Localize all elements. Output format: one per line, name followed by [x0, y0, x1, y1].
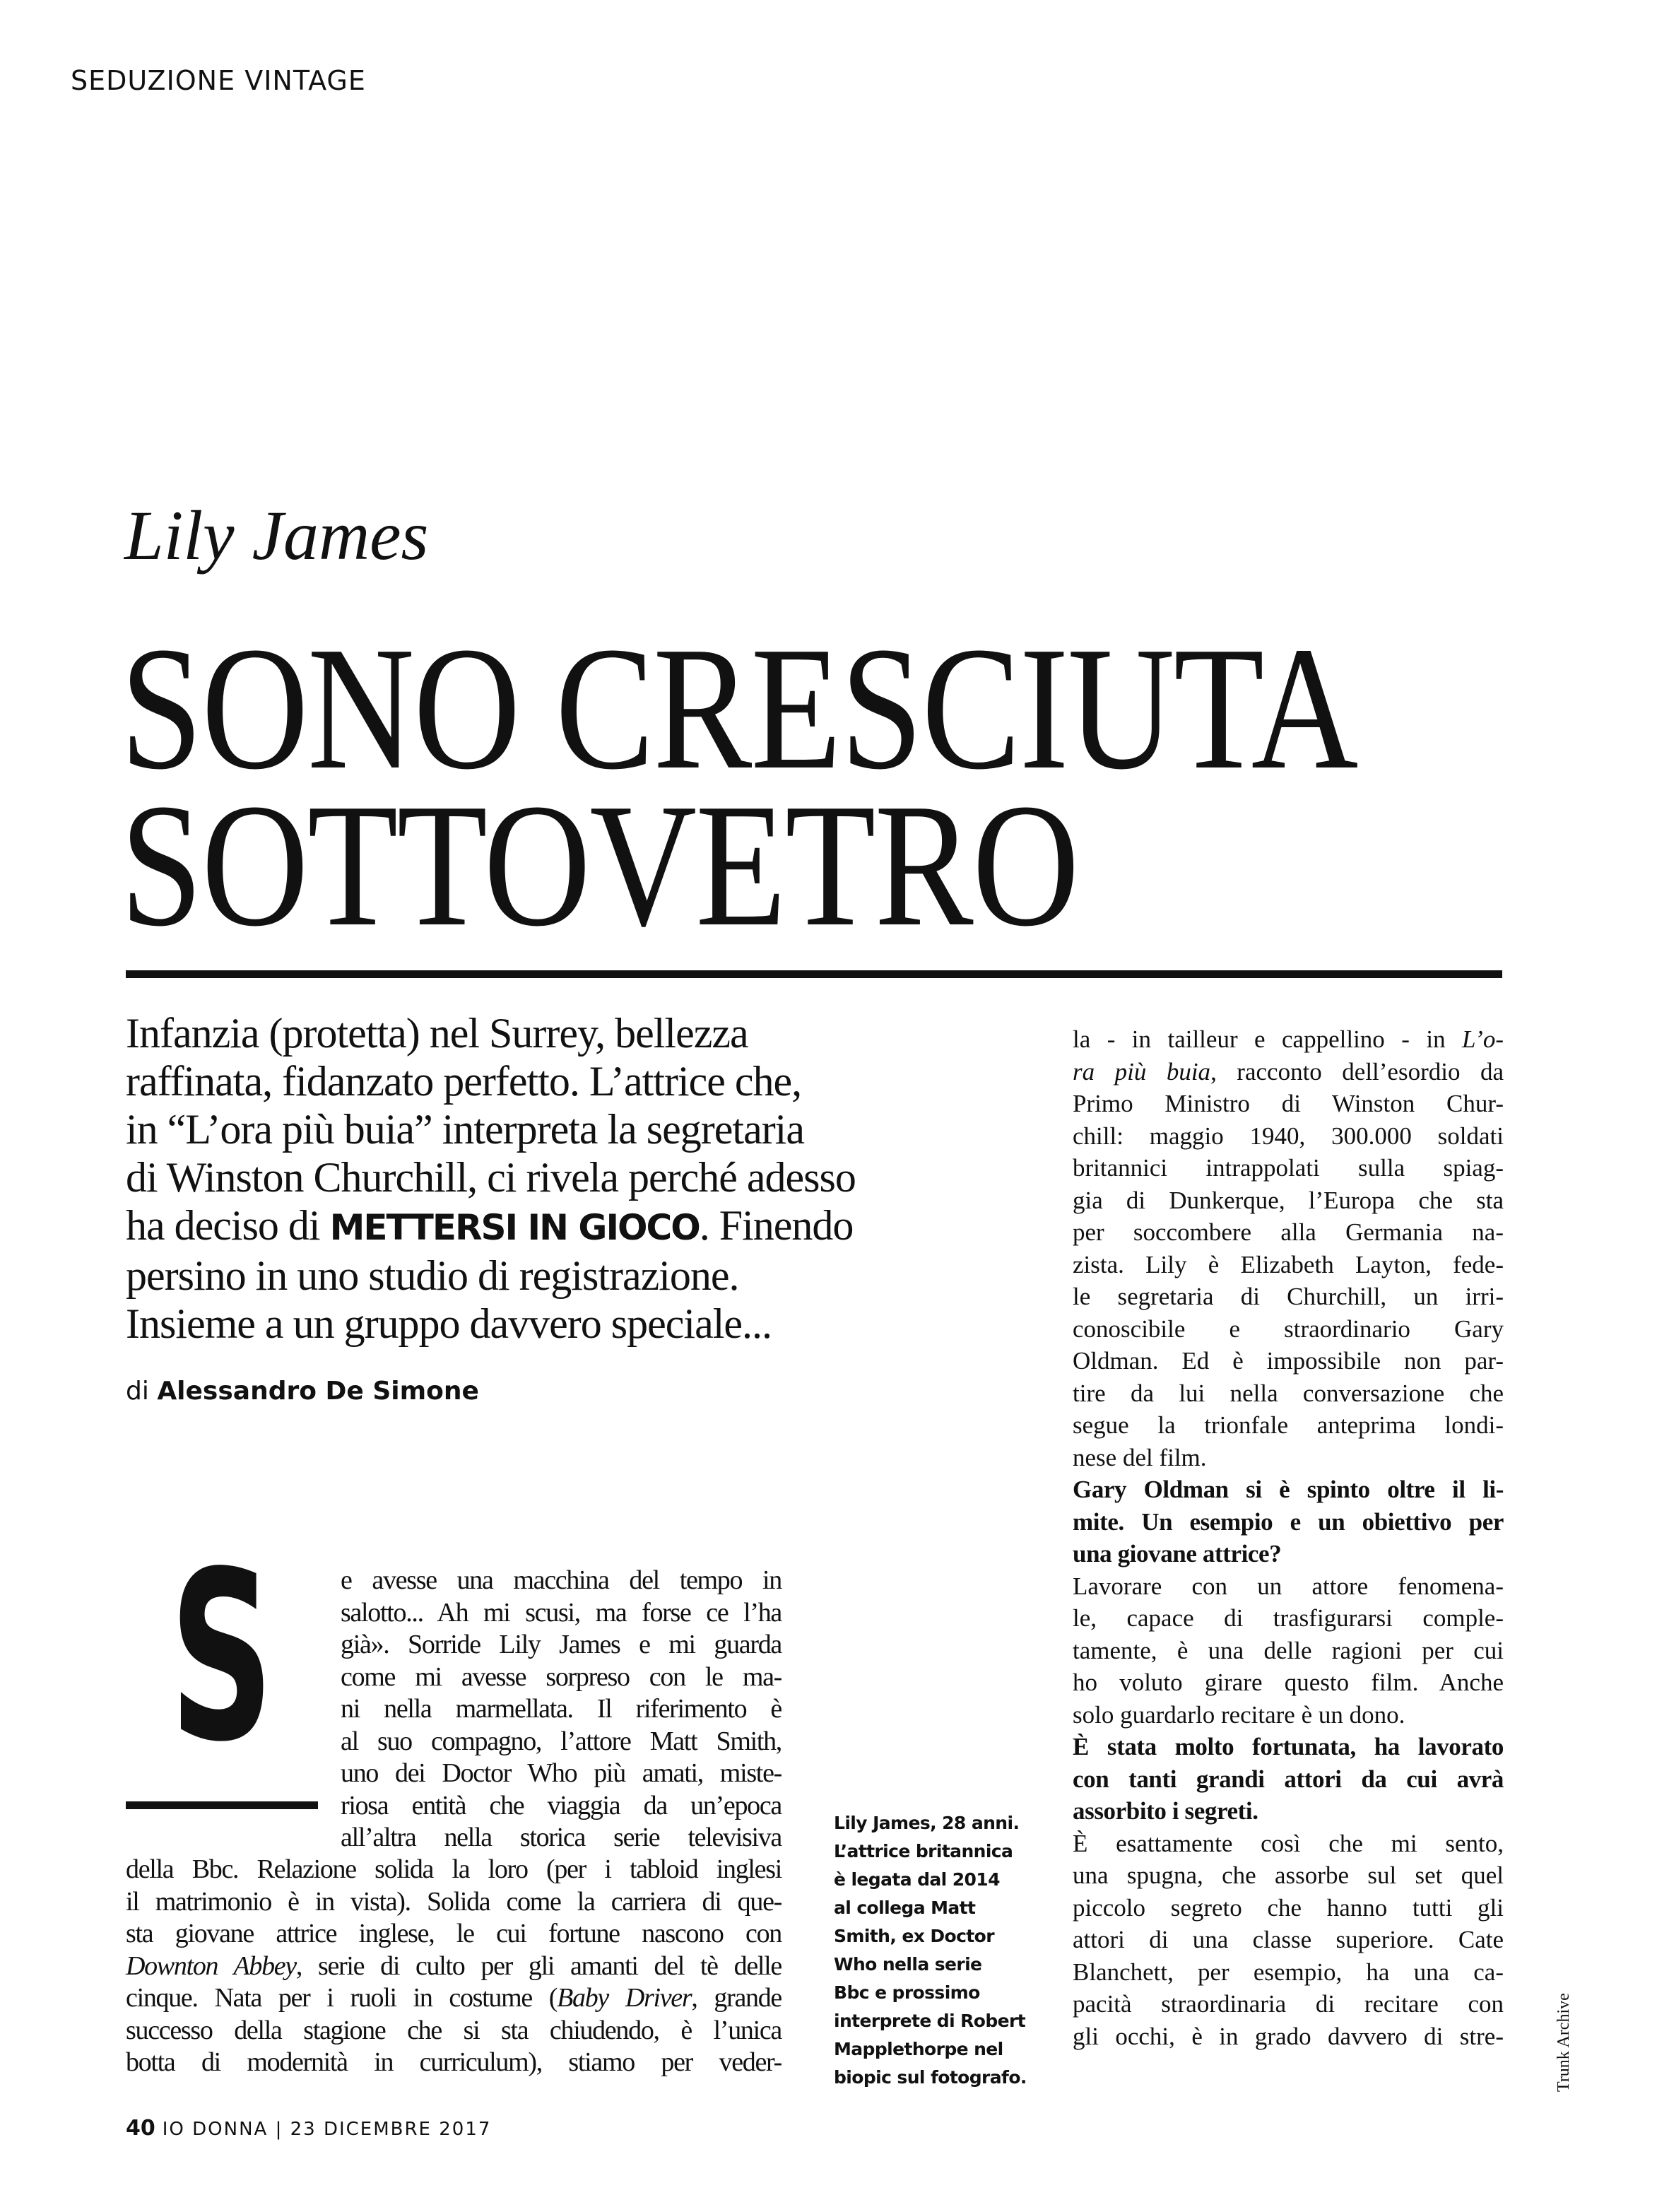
text-segment: nese del film. [1073, 1443, 1207, 1471]
text-line [1073, 1988, 1504, 2020]
text-segment: la - in tailleur e cappellino - in [1073, 1025, 1463, 1053]
kicker-name: Lily James [124, 496, 429, 575]
text-line [341, 1661, 782, 1694]
text-line [1073, 1570, 1504, 1603]
text-segment: È esattamente così che mi sento, [1073, 1829, 1504, 1857]
text-line [126, 1300, 1030, 1348]
text-line [126, 1252, 1030, 1300]
text-line [1073, 1313, 1504, 1346]
text-line [126, 2047, 782, 2079]
text-segment: il matrimonio è in vista). Solida come la carriera di que- [126, 1886, 782, 1917]
text-segment: pacità straordinaria di recitare con [1073, 1990, 1504, 2018]
text-line [1073, 1345, 1504, 1377]
text-segment: le, capace di trasfigurarsi comple- [1073, 1604, 1504, 1632]
interview-paragraph [1073, 1828, 1504, 2053]
text-line [1073, 1056, 1504, 1088]
caption-line: L’attrice britannica [834, 1841, 1013, 1861]
text-segment: . Finendo [699, 1202, 854, 1249]
text-segment: di Winston Churchill, ci rivela perché adesso [126, 1154, 856, 1201]
caption-line: Who nella serie [834, 1954, 982, 1975]
body-right [1073, 1023, 1504, 2052]
byline-prefix: di [126, 1377, 149, 1406]
text-segment: botta di modernità in curriculum), stiamo per veder- [126, 2047, 782, 2077]
section-label: SEDUZIONE VINTAGE [71, 65, 366, 96]
text-segment: sta giovane attrice inglese, le cui fortune nascono con [126, 1919, 782, 1948]
text-line [1073, 1602, 1504, 1635]
text-segment: riosa entità che viaggia da un’epoca [341, 1790, 782, 1820]
text-segment: segue la trionfale anteprima londi- [1073, 1411, 1504, 1439]
text-line [341, 1565, 782, 1597]
photo-credit: Trunk Archive [1555, 1993, 1573, 2092]
text-segment: mite. Un esempio e un obiettivo per [1073, 1507, 1504, 1536]
text-line [1073, 1538, 1504, 1570]
text-segment: successo della stagione che si sta chiudendo, è l’unica [126, 2015, 782, 2045]
text-segment: gia di Dunkerque, l’Europa che sta [1073, 1186, 1504, 1214]
byline [126, 1377, 479, 1406]
text-line [1073, 1731, 1504, 1763]
text-line [126, 1982, 782, 2015]
text-segment: assorbito i segreti. [1073, 1797, 1258, 1825]
interview-question [1073, 1731, 1504, 1828]
text-segment: in “L’ora più buia” interpreta la segretaria [126, 1106, 804, 1153]
standfirst [126, 1009, 1030, 1348]
text-segment: già». Sorride Lily James e mi guarda [341, 1630, 782, 1659]
text-line [1073, 1666, 1504, 1699]
text-segment: le segretaria di Churchill, un irri- [1073, 1283, 1504, 1310]
text-segment: ni nella marmellata. Il riferimento è [341, 1694, 782, 1724]
photo-caption [834, 1809, 1046, 2092]
text-line [1073, 1281, 1504, 1313]
text-line [126, 1918, 782, 1951]
headline-rule [126, 970, 1502, 978]
caption-line: Bbc e prossimo [834, 1982, 980, 2003]
drop-cap: S [170, 1522, 274, 1793]
text-line [126, 2015, 782, 2047]
text-segment: una giovane attrice? [1073, 1540, 1282, 1567]
text-line [1073, 1442, 1504, 1474]
text-line [1073, 1249, 1504, 1281]
text-segment: salotto... Ah mi scusi, ma forse ce l’ha [341, 1597, 782, 1628]
text-segment: , serie di culto per gli amanti del tè delle [295, 1951, 782, 1981]
italic-title: L’o- [1462, 1025, 1504, 1053]
text-line [341, 1597, 782, 1630]
text-line [1073, 1795, 1504, 1828]
italic-title: ra più buia [1073, 1057, 1211, 1086]
text-segment: ha deciso di [126, 1202, 330, 1249]
text-line [1073, 1409, 1504, 1442]
text-segment: Blanchett, per esempio, ha una ca- [1073, 1958, 1504, 1986]
text-line [341, 1758, 782, 1790]
text-line [1073, 1377, 1504, 1410]
text-line [1073, 1635, 1504, 1667]
caption-line: biopic sul fotografo. [834, 2067, 1027, 2088]
text-segment: e avesse una macchina del tempo in [341, 1565, 782, 1595]
page-footer [126, 2116, 491, 2141]
italic-title: Baby Driver [557, 1983, 692, 2013]
text-segment: chill: maggio 1940, 300.000 soldati [1073, 1122, 1504, 1150]
text-line [126, 1105, 1030, 1153]
text-segment: piccolo segreto che hanno tutti gli [1073, 1893, 1504, 1922]
text-segment: raffinata, fidanzato perfetto. L’attrice che, [126, 1058, 802, 1105]
text-line [126, 1854, 782, 1886]
text-line [1073, 1023, 1504, 1056]
text-line [341, 1822, 782, 1854]
text-segment: per soccombere alla Germania na- [1073, 1218, 1504, 1246]
text-segment: solo guardarlo recitare è un dono. [1073, 1700, 1405, 1729]
text-segment: Gary Oldman si è spinto oltre il li- [1073, 1476, 1504, 1503]
text-line [1073, 1859, 1504, 1892]
caption-line: interprete di Robert [834, 2011, 1026, 2031]
text-line [341, 1790, 782, 1823]
text-segment: conoscibile e straordinario Gary [1073, 1314, 1504, 1343]
text-line [1073, 1506, 1504, 1539]
text-segment: tamente, è una delle ragioni per cui [1073, 1636, 1504, 1664]
interview-paragraph [1073, 1570, 1504, 1731]
headline-line-1: SONO CRESCIUTA [120, 611, 1357, 806]
emphasis-text: METTERSI IN GIOCO [329, 1207, 700, 1248]
text-line [1073, 2020, 1504, 2053]
caption-line: al collega Matt [834, 1898, 976, 1918]
text-segment: britannici intrappolati sulla spiag- [1073, 1154, 1504, 1182]
page-number: 40 [126, 2116, 155, 2141]
text-line [1073, 1956, 1504, 1989]
text-line [126, 1951, 782, 1983]
text-line [1073, 1828, 1504, 1860]
text-line [341, 1629, 782, 1661]
text-line [1073, 1924, 1504, 1956]
text-segment: una spugna, che assorbe sul set quel [1073, 1861, 1504, 1889]
text-segment: cinque. Nata per i ruoli in costume ( [126, 1983, 558, 2013]
text-segment: della Bbc. Relazione solida la loro (per i tabloid inglesi [126, 1854, 782, 1884]
body-left-indented [341, 1565, 782, 1854]
text-line [1073, 1892, 1504, 1924]
text-line [341, 1693, 782, 1726]
text-line [1073, 1152, 1504, 1184]
text-line [1073, 1473, 1504, 1506]
text-segment: gli occhi, è in grado davvero di stre- [1073, 2022, 1504, 2050]
text-line [126, 1009, 1030, 1057]
text-segment: attori di una classe superiore. Cate [1073, 1926, 1504, 1953]
text-line [126, 1886, 782, 1919]
text-segment: , grande [691, 1983, 782, 2013]
drop-cap-rule [126, 1801, 318, 1809]
text-segment: , racconto dell’esordio da [1210, 1057, 1504, 1086]
caption-line: Mapplethorpe nel [834, 2039, 1003, 2059]
text-segment: uno dei Doctor Who più amati, miste- [341, 1758, 782, 1788]
text-line [126, 1153, 1030, 1201]
interview-question [1073, 1473, 1504, 1570]
caption-line: è legata dal 2014 [834, 1869, 1000, 1890]
text-segment: persino in uno studio di registrazione. [126, 1252, 739, 1299]
text-segment: come mi avesse sorpreso con le ma- [341, 1661, 782, 1692]
text-segment: al suo compagno, l’attore Matt Smith, [341, 1726, 782, 1756]
text-segment: Insieme a un gruppo davvero speciale... [126, 1300, 772, 1347]
text-line [341, 1726, 782, 1758]
text-segment: ho voluto girare questo film. Anche [1073, 1669, 1504, 1696]
text-line [126, 1201, 1030, 1252]
text-segment: con tanti grandi attori da cui avrà [1073, 1765, 1504, 1793]
caption-line: Smith, ex Doctor [834, 1926, 994, 1946]
text-line [1073, 1120, 1504, 1153]
text-segment: Lavorare con un attore fenomena- [1073, 1572, 1504, 1600]
text-line [1073, 1184, 1504, 1217]
interview-paragraph [1073, 1023, 1504, 1473]
caption-line: Lily James, 28 anni. [834, 1813, 1020, 1833]
text-segment: zista. Lily è Elizabeth Layton, fede- [1073, 1250, 1504, 1278]
text-line [1073, 1088, 1504, 1120]
text-line [126, 1057, 1030, 1105]
text-segment: È stata molto fortunata, ha lavorato [1073, 1733, 1504, 1760]
text-segment: Infanzia (protetta) nel Surrey, bellezza [126, 1010, 748, 1057]
byline-author: Alessandro De Simone [157, 1377, 479, 1406]
text-line [1073, 1216, 1504, 1249]
text-line [1073, 1699, 1504, 1731]
headline-line-2: SOTTOVETRO [120, 767, 1078, 963]
body-left [126, 1854, 782, 2079]
publication-info: IO DONNA | 23 DICEMBRE 2017 [162, 2119, 492, 2140]
text-line [1073, 1763, 1504, 1796]
italic-title: Downton Abbey [126, 1951, 296, 1981]
text-segment: tire da lui nella conversazione che [1073, 1379, 1504, 1407]
text-segment: Oldman. Ed è impossibile non par- [1073, 1347, 1504, 1375]
text-segment: all’altra nella storica serie televisiva [341, 1823, 782, 1852]
text-segment: Primo Ministro di Winston Chur- [1073, 1090, 1504, 1117]
